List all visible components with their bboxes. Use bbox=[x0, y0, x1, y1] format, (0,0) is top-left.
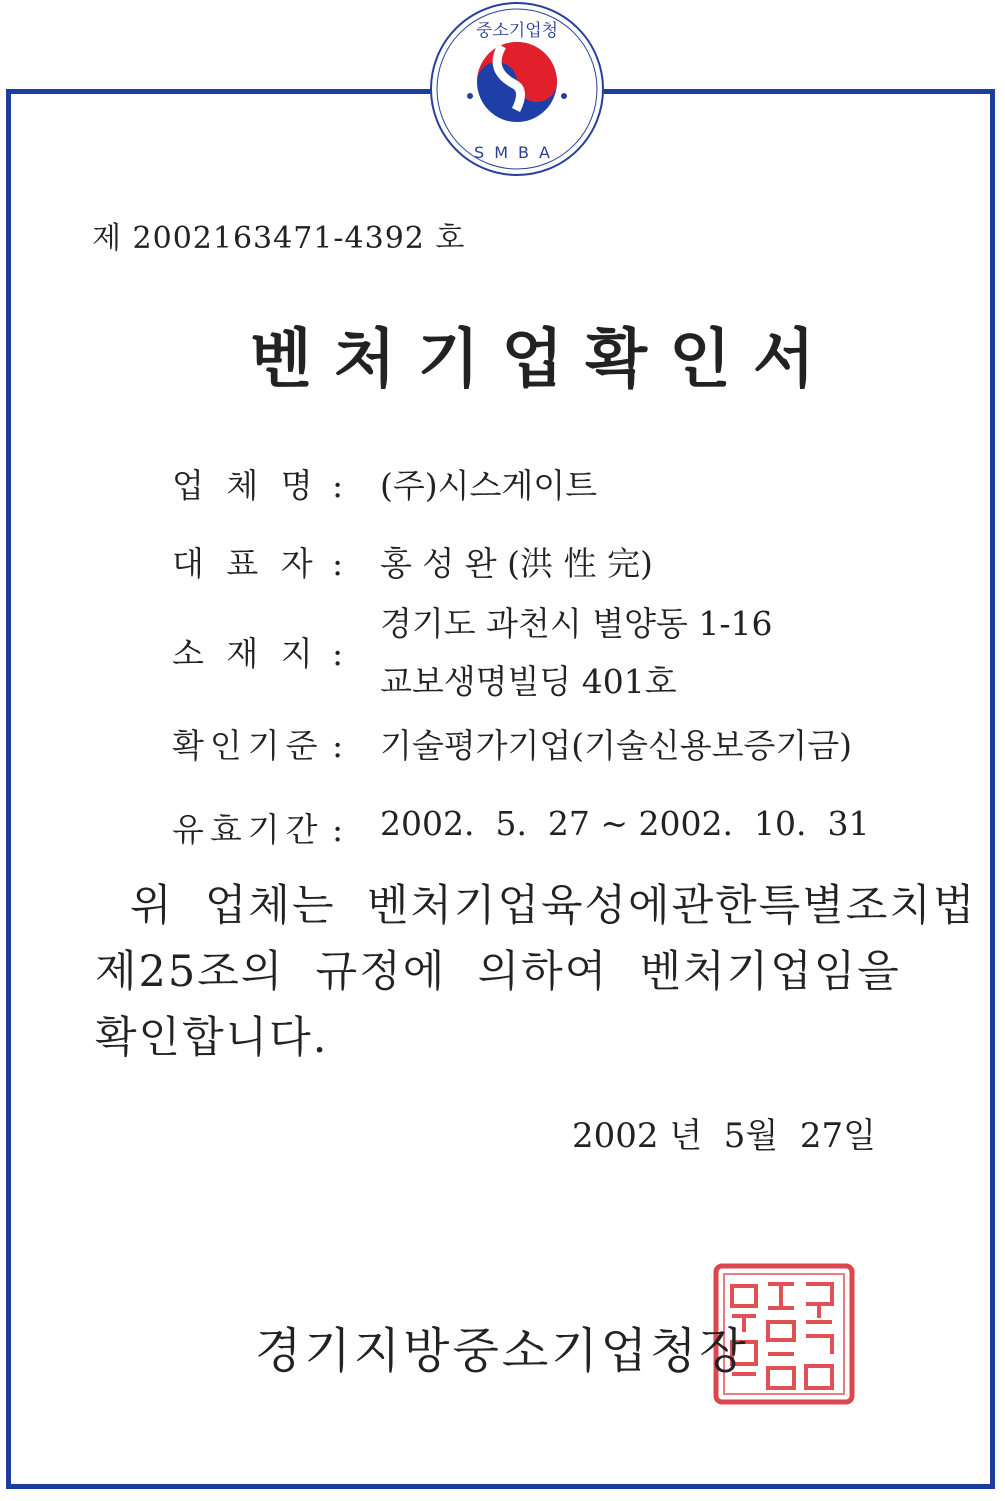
emblem-top-text: 중소기업청 bbox=[475, 21, 559, 41]
field-label: 유효기간 bbox=[172, 810, 324, 849]
field-value-company: (주)시스게이트 bbox=[380, 466, 598, 505]
field-label: 대 표 자 bbox=[172, 544, 319, 583]
field-separator: : bbox=[332, 810, 344, 849]
field-company-name bbox=[172, 460, 378, 507]
body-line-2: 제25조의 규정에 의하여 벤처기업임을 bbox=[95, 947, 901, 997]
field-value-validity: 2002. 5. 27 ~ 2002. 10. 31 bbox=[380, 804, 870, 843]
field-separator: : bbox=[332, 634, 344, 673]
issuer-name: 경기지방중소기업청장 bbox=[255, 1323, 749, 1379]
field-value-address-line1: 경기도 과천시 별양동 1-16 bbox=[380, 604, 773, 643]
body-line-1: 위 업체는 벤처기업육성에관한특별조치법 bbox=[130, 881, 977, 931]
field-criteria bbox=[172, 720, 378, 767]
field-label: 소 재 지 bbox=[172, 634, 319, 673]
field-validity bbox=[172, 804, 378, 851]
certificate-title: 벤처기업확인서 bbox=[250, 322, 837, 397]
field-representative bbox=[172, 538, 378, 585]
field-separator: : bbox=[332, 544, 344, 583]
field-separator: : bbox=[332, 466, 344, 505]
emblem-bottom-text: SMBA bbox=[474, 143, 560, 162]
field-value-address-line2: 교보생명빌딩 401호 bbox=[380, 662, 677, 701]
field-separator: : bbox=[332, 726, 344, 765]
smba-emblem-logo bbox=[428, 0, 606, 178]
field-address bbox=[172, 628, 378, 675]
field-label: 확인기준 bbox=[172, 726, 324, 765]
field-value-representative: 홍 성 완 (洪 性 完) bbox=[380, 544, 653, 583]
field-label: 업 체 명 bbox=[172, 466, 319, 505]
field-value-criteria: 기술평가기업(기술신용보증기금) bbox=[380, 726, 853, 765]
issue-date: 2002 년 5월 27일 bbox=[572, 1116, 876, 1156]
certificate-number: 제 2002163471-4392 호 bbox=[92, 221, 466, 256]
body-line-3: 확인합니다. bbox=[95, 1013, 329, 1063]
